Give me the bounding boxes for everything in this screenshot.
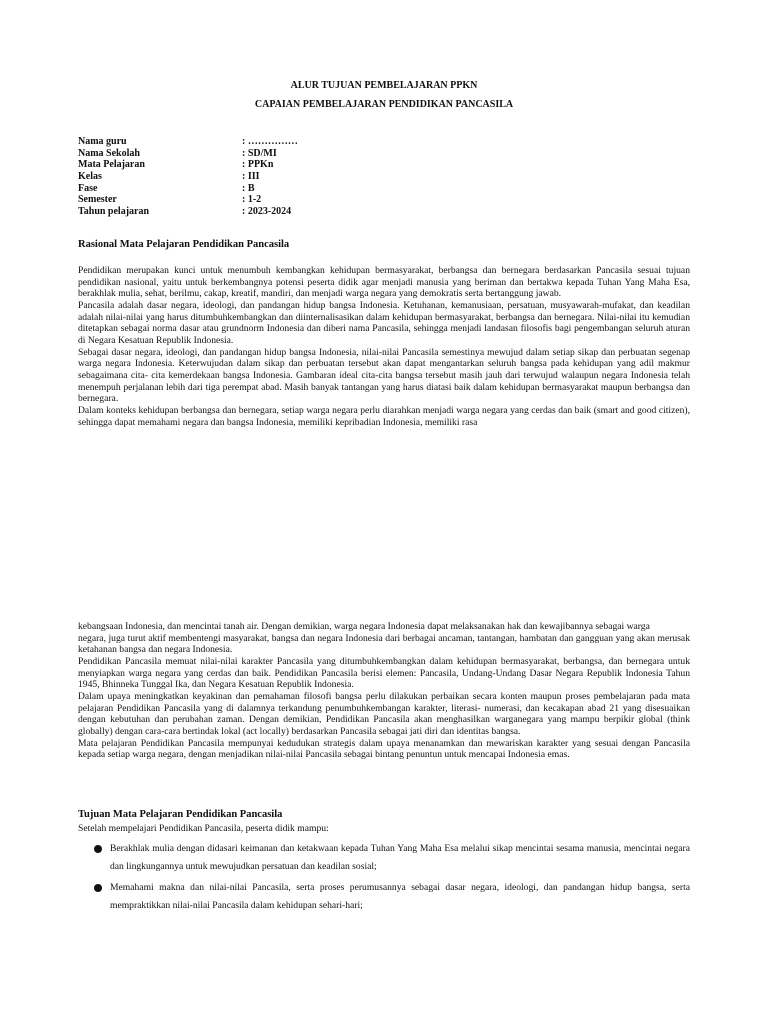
info-value: : B (242, 182, 255, 194)
info-label: Nama Sekolah (78, 147, 140, 159)
rasional-body-continued (78, 621, 690, 761)
info-label: Mata Pelajaran (78, 159, 145, 171)
info-row-semester (78, 194, 478, 206)
list-item (78, 840, 690, 876)
bullet-icon (94, 845, 102, 853)
info-value: : 1-2 (242, 194, 262, 206)
info-value: : …………… (242, 136, 298, 147)
info-label: Fase (78, 182, 98, 194)
info-value: : 2023-2024 (242, 206, 292, 218)
list-item-text: Berakhlak mulia dengan didasari keimanan dan ketakwaan kepada Tuhan Yang Maha Esa melalui sikap mencintai sesama manusia, mencintai negara dan lingkungannya untuk mewujudkan persatuan dan keadilan sosial; (110, 843, 690, 872)
paragraph: Pendidikan merupakan kunci untuk menumbuh kembangkan kehidupan bermasyarakat, berbangsa dan bernegara berdasarkan Pancasila sesuai tujuan pendidikan nasional, yaitu untuk berkembangnya potensi peserta didik agar menjadi manusia yang beriman dan bertakwa kepada Tuhan Yang Maha Esa, berakhlak mulia, sehat, berilmu, cakap, kreatif, mandiri, dan menjadi warga negara yang demokratis serta bertanggung jawab. (78, 265, 690, 300)
tujuan-intro: Setelah mempelajari Pendidikan Pancasila, peserta didik mampu: (78, 823, 329, 834)
info-row-tahun-pelajaran (78, 206, 478, 218)
bullet-icon (94, 884, 102, 892)
info-value: : SD/MI (242, 147, 277, 159)
paragraph: Sebagai dasar negara, ideologi, dan pandangan hidup bangsa Indonesia, nilai-nilai Pancasila semestinya mewujud dalam setiap sikap dan perbuatan segenap warga negara Indonesia. Keterwujudan dalam sikap dan perbuatan tersebut akan dapat mengantarkan seluruh bangsa pada kehidupan yang adil makmur sebagaimana cita- cita kemerdekaan bangsa Indonesia. Gambaran ideal cita-cita bangsa tersebut masih jauh dari terwujud walaupun negara Indonesia telah menempuh perjalanan lebih dari tiga perempat abad. Masih banyak tantangan yang harus diatasi baik dalam kehidupan bermasyarakat maupun berbangsa dan bernegara. (78, 346, 690, 405)
paragraph: Dalam konteks kehidupan berbangsa dan bernegara, setiap warga negara perlu diarahkan menjadi warga negara yang cerdas dan baik (smart and good citizen), sehingga dapat memahami negara dan bangsa Indonesia, memiliki kepribadian Indonesia, memiliki rasa (78, 404, 690, 428)
list-item-text: Memahami makna dan nilai-nilai Pancasila, serta proses perumusannya sebagai dasar negara, ideologi, dan pandangan hidup bangsa, serta mempraktikkan nilai-nilai Pancasila dalam kehidupan sehari-hari; (110, 882, 690, 911)
tujuan-list (78, 840, 690, 918)
info-row-mata-pelajaran (78, 159, 478, 171)
paragraph: Mata pelajaran Pendidikan Pancasila mempunyai kedudukan strategis dalam upaya menanamkan dan mewariskan karakter yang sesuai dengan Pancasila kepada setiap warga negara, dengan menjadikan nilai-nilai Pancasila sebagai bintang penuntun untuk mencapai Indonesia emas. (78, 737, 690, 761)
info-row-kelas (78, 171, 478, 183)
info-value: : III (242, 171, 260, 183)
paragraph: Pendidikan Pancasila memuat nilai-nilai karakter Pancasila yang ditumbuhkembangkan dalam kehidupan bermasyarakat, berbangsa, dan bernegara untuk menyiapkan warga negara yang cerdas dan baik. Pendidikan Pancasila berisi elemen: Pancasila, Undang-Undang Dasar Negara Republik Indonesia Tahun 1945, Bhinneka Tunggal Ika, dan Negara Kesatuan Republik Indonesia. (78, 655, 690, 691)
document-subtitle: CAPAIAN PEMBELAJARAN PENDIDIKAN PANCASILA (254, 99, 514, 110)
list-item (78, 879, 690, 915)
tujuan-heading: Tujuan Mata Pelajaran Pendidikan Pancasila (78, 809, 283, 820)
rasional-body (78, 265, 690, 428)
info-label: Nama guru (78, 136, 127, 147)
paragraph: kebangsaan Indonesia, dan mencintai tanah air. Dengan demikian, warga negara Indonesia dapat melaksanakan hak dan kewajibannya sebagai warga (78, 621, 650, 632)
document-page-2 (0, 600, 768, 1024)
info-label: Kelas (78, 171, 102, 183)
info-row-fase (78, 183, 478, 195)
info-label: Tahun pelajaran (78, 206, 150, 218)
info-row-nama-guru (78, 136, 478, 148)
identity-table (78, 136, 478, 218)
info-value: : PPKn (242, 159, 274, 171)
info-label: Semester (78, 194, 117, 206)
paragraph: Pancasila adalah dasar negara, ideologi, dan pandangan hidup bangsa Indonesia. Ketuhanan, kemanusiaan, persatuan, musyawarah-mufakat, dan keadilan adalah nilai-nilai yang harus ditumbuhkembangkan dan diinternalisasikan dalam kehidupan bermasyarakat, berbangsa dan bernegara. Nilai-nilai itu kemudian ditetapkan sebagai norma dasar atau grundnorm Indonesia dan diberi nama Pancasila, sehingga menjadi landasan filosofis bagi pengembangan seluruh aturan di Negara Kesatuan Republik Indonesia. (78, 299, 690, 346)
info-row-nama-sekolah (78, 148, 478, 160)
rasional-heading: Rasional Mata Pelajaran Pendidikan Pancasila (78, 239, 290, 250)
document-title: ALUR TUJUAN PEMBELAJARAN PPKN (290, 80, 478, 91)
paragraph: negara, juga turut aktif membentengi masyarakat, bangsa dan negara Indonesia dari berbagai ancaman, tantangan, hambatan dan gangguan yang akan merusak ketahanan bangsa dan negara Indonesia. (78, 632, 690, 656)
paragraph: Dalam upaya meningkatkan keyakinan dan pemahaman filosofi bangsa perlu dilakukan perbaikan secara konten maupun proses pembelajaran pada mata pelajaran Pendidikan Pancasila yang di dalamnya terkandung penumbuhkembangan karakter, literasi- numerasi, dan kecakapan abad 21 yang disesuaikan dengan kebutuhan dan perubahan zaman. Dengan demikian, Pendidikan Pancasila akan menghasilkan warganegara yang mampu berpikir global (think globally) dengan cara-cara bertindak lokal (act locally) berdasarkan Pancasila sebagai jati diri dan identitas bangsa. (78, 690, 690, 737)
